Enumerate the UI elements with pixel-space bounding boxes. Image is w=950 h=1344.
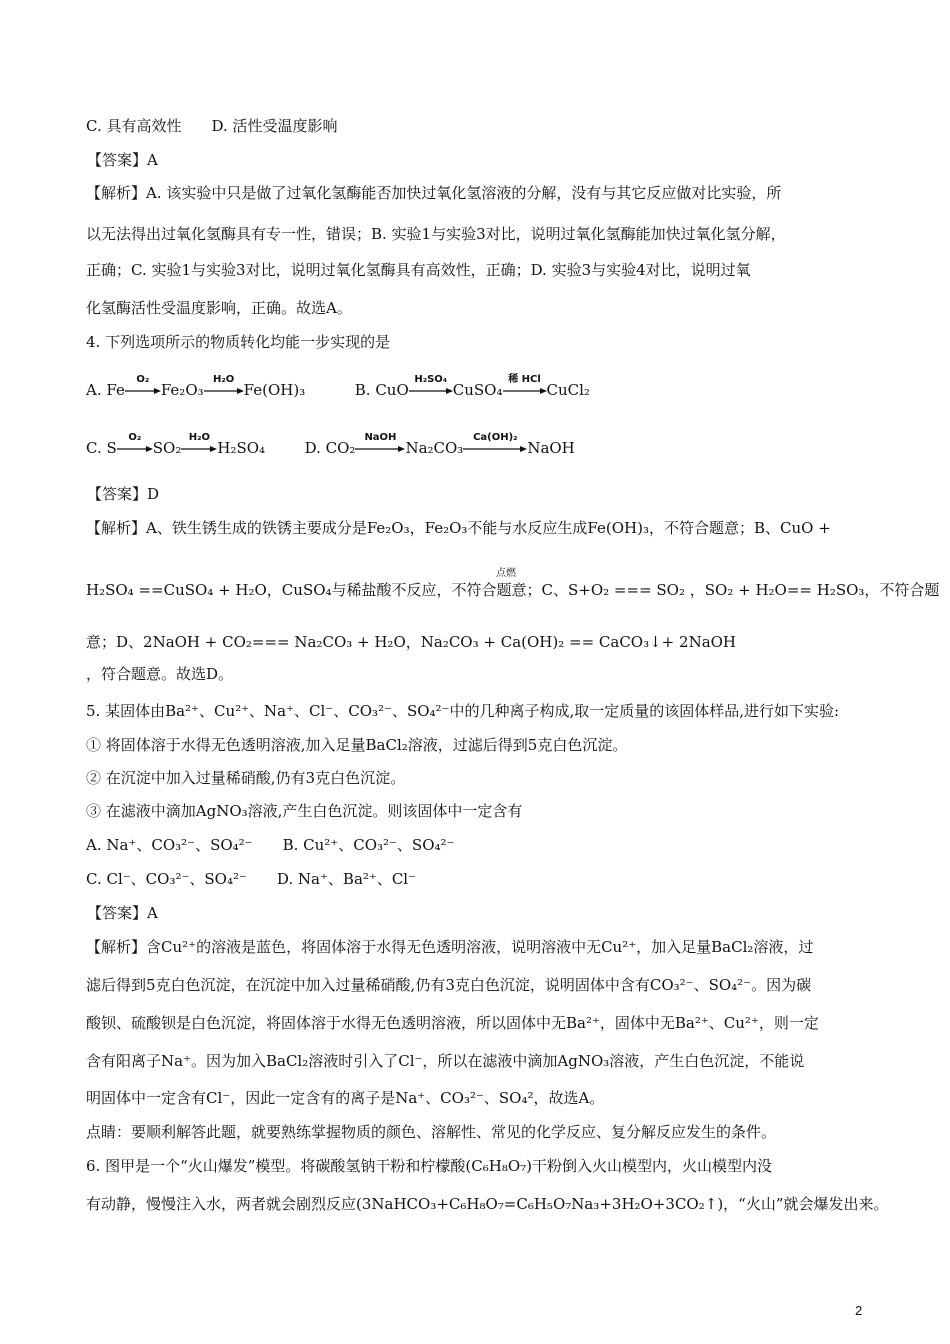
option-label: B. CuO: [354, 381, 409, 399]
q4-explanation-line4: ，符合题意。故选D。: [86, 665, 234, 683]
q5-options-ab: A. Na⁺、CO₃²⁻、SO₄²⁻ B. Cu²⁺、CO₃²⁻、SO₄²⁻: [86, 836, 455, 854]
reaction-arrow: [463, 432, 527, 453]
reagent-label: O₂: [128, 432, 142, 443]
q3-explanation-line1: 【解析】A. 该实验中只是做了过氧化氢酶能否加快过氧化氢溶液的分解，没有与其它反应做对比实验，所: [86, 184, 782, 202]
final-product: H₂SO₄: [217, 439, 266, 457]
q6-line2: 有动静，慢慢注入水，两者就会剧烈反应(3NaHCO₃+C₆H₈O₇=C₆H₅O₇Na₃+3H₂O+3CO₂↑)，“火山”就会爆发出来。: [86, 1195, 889, 1213]
q5-step1: ① 将固体溶于水得无色透明溶液,加入足量BaCl₂溶液，过滤后得到5克白色沉淀。: [86, 736, 628, 754]
reagent-label: Ca(OH)₂: [473, 432, 518, 443]
reaction-arrow: [409, 374, 453, 395]
reagent-label: H₂O: [188, 432, 210, 443]
intermediate-product: CuSO₄: [452, 381, 503, 399]
reaction-arrow: [181, 432, 217, 453]
q4-option-a: [86, 374, 590, 400]
reagent-label: O₂: [136, 374, 150, 385]
q3-answer: 【答案】A: [87, 151, 158, 169]
reaction-condition-label: 点燃: [496, 568, 516, 579]
final-product: NaOH: [527, 439, 575, 457]
reagent-label: 稀 HCl: [508, 374, 541, 385]
q5-explanation-line4: 含有阳离子Na⁺。因为加入BaCl₂溶液时引入了Cl⁻，所以在滤液中滴加AgNO₃溶液，产生白色沉淀，不能说: [86, 1052, 805, 1070]
q5-options-cd: C. Cl⁻、CO₃²⁻、SO₄²⁻ D. Na⁺、Ba²⁺、Cl⁻: [86, 870, 417, 888]
q3-explanation-line3: 正确；C. 实验1与实验3对比，说明过氧化氢酶具有高效性，正确；D. 实验3与实验4对比，说明过氧: [86, 261, 751, 279]
final-product: Fe(OH)₃: [243, 381, 306, 399]
q4-option-c: [86, 432, 575, 458]
q5-tip: 点睛：要顺利解答此题，就要熟练掌握物质的颜色、溶解性、常见的化学反应、复分解反应发生的条件。: [86, 1123, 777, 1141]
option-label: A. Fe: [86, 381, 125, 399]
q5-stem: 5. 某固体由Ba²⁺、Cu²⁺、Na⁺、Cl⁻、CO₃²⁻、SO₄²⁻中的几种离子构成,取一定质量的该固体样品,进行如下实验:: [86, 702, 840, 720]
reaction-arrow: [204, 374, 244, 395]
q3-explanation-line4: 化氢酶活性受温度影响，正确。故选A。: [86, 299, 352, 317]
reaction-arrow: [355, 432, 405, 453]
final-product: CuCl₂: [546, 381, 590, 399]
q4-explanation-line3: 意；D、2NaOH + CO₂=== Na₂CO₃ + H₂O，Na₂CO₃ + Ca(OH)₂ == CaCO₃↓+ 2NaOH: [86, 633, 737, 651]
q5-explanation-line1: 【解析】含Cu²⁺的溶液是蓝色，将固体溶于水得无色透明溶液，说明溶液中无Cu²⁺，加入足量BaCl₂溶液，过: [86, 938, 814, 956]
q4-explanation-line1: 【解析】A、铁生锈生成的铁锈主要成分是Fe₂O₃，Fe₂O₃不能与水反应生成Fe(OH)₃，不符合题意；B、CuO +: [86, 519, 831, 537]
reagent-label: H₂SO₄: [414, 374, 448, 385]
q3-explanation-line2: 以无法得出过氧化氢酶具有专一性，错误；B. 实验1与实验3对比，说明过氧化氢酶能加快过氧化氢分解，: [86, 225, 786, 243]
q6-line1: 6. 图甲是一个“火山爆发”模型。将碳酸氢钠干粉和柠檬酸(C₆H₈O₇)干粉倒入火山模型内，火山模型内没: [86, 1157, 773, 1175]
intermediate-product: SO₂: [152, 439, 182, 457]
reaction-arrow: [125, 374, 161, 395]
q5-explanation-line2: 滤后得到5克白色沉淀，在沉淀中加入过量稀硝酸,仍有3克白色沉淀，说明固体中含有CO₃²⁻、SO₄²⁻。因为碳: [86, 976, 812, 994]
q5-explanation-line3: 酸钡、硫酸钡是白色沉淀，将固体溶于水得无色透明溶液，所以固体中无Ba²⁺，固体中无Ba²⁺、Cu²⁺，则一定: [86, 1014, 819, 1032]
reagent-label: H₂O: [213, 374, 235, 385]
reaction-arrow: [117, 432, 153, 453]
q4-explanation-line2: H₂SO₄ ==CuSO₄ + H₂O，CuSO₄与稀盐酸不反应，不符合题意；C、S+O₂ === SO₂ ，SO₂ + H₂O== H₂SO₃，不符合题: [86, 581, 940, 599]
q5-answer: 【答案】A: [87, 904, 158, 922]
page-number: 2: [855, 1303, 863, 1318]
option-label: C. S: [86, 439, 117, 457]
intermediate-product: Fe₂O₃: [160, 381, 204, 399]
option-label: D. CO₂: [304, 439, 356, 457]
q5-explanation-line5: 明固体中一定含有Cl⁻，因此一定含有的离子是Na⁺、CO₃²⁻、SO₄²，故选A。: [86, 1089, 605, 1107]
reaction-arrow: [503, 374, 547, 395]
q4-stem: 4. 下列选项所示的物质转化均能一步实现的是: [86, 333, 391, 351]
intermediate-product: Na₂CO₃: [405, 439, 464, 457]
q4-answer: 【答案】D: [87, 485, 160, 503]
q5-step3: ③ 在滤液中滴加AgNO₃溶液,产生白色沉淀。则该固体中一定含有: [86, 802, 523, 820]
q5-step2: ② 在沉淀中加入过量稀硝酸,仍有3克白色沉淀。: [86, 769, 406, 787]
reagent-label: NaOH: [364, 432, 397, 443]
q3-options-cd: C. 具有高效性 D. 活性受温度影响: [86, 117, 338, 135]
